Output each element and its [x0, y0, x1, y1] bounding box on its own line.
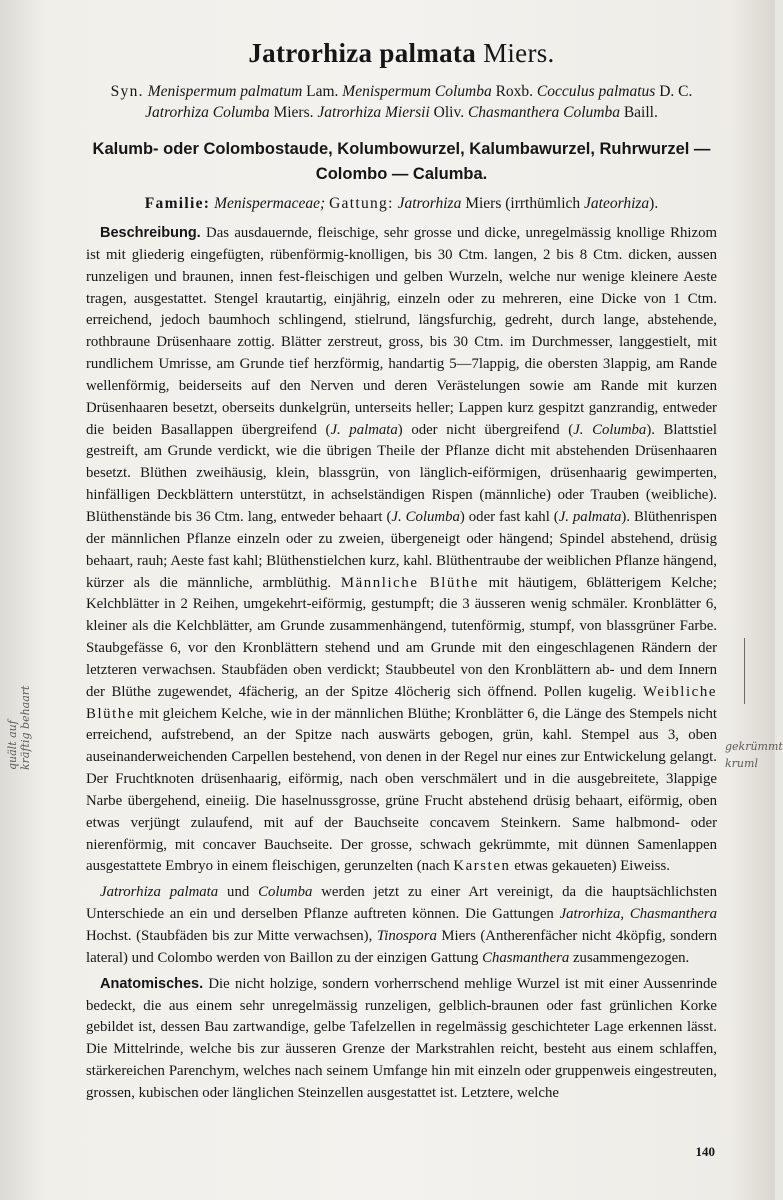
page-number: 140 — [695, 1144, 715, 1159]
handwritten-margin-note-left: quält auf kräftig behaart — [6, 685, 32, 770]
page-title — [86, 38, 717, 69]
title-species: Jatrorhiza palmata — [248, 38, 476, 68]
taxonomy-paragraph: Jatrorhiza palmata und Columba werden jetzt zu einer Art vereinigt, da die hauptsächlichsten Unterschiede an ein und derselben Pflanze auftreten können. Die Gattungen Jatrorhiza, Chasmanthera Hochst. (Staubfäden bis zur Mitte verwachsen), Tinospora Miers (Antherenfächer nicht 4köpfig, sondern lateral) und Colombo werden von Baillon zu der einzigen Gattung Chasmanthera zusammengezogen. — [86, 884, 718, 966]
common-names: Kalumb- oder Colombostaude, Kolumbowurzel, Kalumbawurzel, Ruhrwurzel — Colombo — Calumba. — [92, 140, 711, 183]
family-line: Familie: Menispermaceae; Gattung: Jatrorhiza Miers (irrthümlich Jateorhiza). — [144, 195, 659, 212]
handwritten-margin-note-right: gekrümmt kruml — [725, 740, 783, 770]
section-heading: Anatomisches. — [100, 975, 204, 992]
margin-mark — [744, 638, 745, 704]
synonyms: Syn. Menispermum palmatum Lam. Menispermum Columba Roxb. Cocculus palmatus D. C. Jatrorhiza Columba Miers. Jatrorhiza Miersii Oliv. Chasmanthera Columba Baill. — [110, 83, 693, 121]
section-heading: Beschreibung. — [100, 225, 201, 241]
description-paragraph: Beschreibung. Das ausdauernde, fleischige, sehr grosse und dicke, unregelmässig knollige Rhizom ist mit gliederig eingefügten, rübenförmig-knolligen, bis 30 Ctm. langen, 2 bis 8 Ctm. dicken, aussen runzeligen und braunen, innen fest-fleischigen und gelben Wurzeln, welche nur wenige kleinere Aeste tragen, ausgestattet. Stengel krautartig, einjährig, einzeln oder zu mehreren, eine Dicke von 1 Ctm. erreichend, jedoch baumhoch schlingend, stielrund, längsfurchig, gedreht, durch lange, abstehende, rothbraune Drüsenhaare zottig. Blätter zerstreut, gross, bis 30 Ctm. im Durchmesser, langgestielt, mit rundlichem Umrisse, am Grunde tief herzförmig, handartig 5—7lappig, die obersten 3lappig, am Rande wellenförmig, beiderseits auf den Nerven und deren Verästelungen sowie am Rande mit kurzen Drüsenhaaren besetzt, oberseits dunkelgrün, unterseits heller; Lappen kurz gespitzt ganzrandig, entweder die beiden Basallappen übergreifend (J. palmata) oder nicht übergreifend (J. Columba). Blattstiel gestreift, am Grunde verdickt, wie die übrigen Theile der Pflanze dicht mit abstehenden Drüsenhaaren besetzt. Blüthen zweihäusig, klein, blassgrün, von länglich-eiförmigen, drüsenhaarig gewimperten, hinfälligen Deckblättern unterstützt, in achselständigen Rispen (männliche) oder Trauben (weibliche). Blüthenstände bis 36 Ctm. lang, entweder behaart (J. Columba) oder fast kahl (J. palmata). Blüthenrispen der männlichen Pflanze einzeln oder zu zweien, übergeneigt oder hängend; Spindel abstehend, drüsig behaart, rauh; Aeste fast kahl; Blüthenstielchen kurz, kahl. Blüthentraube der weiblichen Pflanze hängend, kürzer als die männliche, armblüthig. Männliche Blüthe mit häutigem, 6blätterigem Kelche; Kelchblätter in 2 Reihen, umgekehrt-eiförmig, gestumpft; die 3 äusseren wenig schmäler. Kronblätter 6, kleiner als die Kelchblätter, am Grunde zusammenhängend, tutenförmig, stumpf, von blassgrüner Farbe. Staubgefässe 6, vor den Kronblättern stehend und am Grunde mit den eingeschlagenen Rändern der letzteren verwachsen. Staubfäden oben verdickt; Staubbeutel von den Kronblättern ab- und dem Innern der Blüthe zugewendet, 4fächerig, an der Spitze 4löcherig sich öffnend. Pollen kugelig. Weibliche Blüthe mit gleichem Kelche, wie in der männlichen Blüthe; Kronblätter 6, die Länge des Stempels nicht erreichend, aufstrebend, an der Spitze nach auswärts gebogen, grün, kahl. Stempel aus 3, oben auseinanderweichenden Carpellen bestehend, von denen in der Regel nur eines zur Entwickelung gelangt. Der Fruchtknoten drüsenhaarig, eiförmig, nach oben verschmälert und in die ausgebreitete, 3lappige Narbe übergehend, eineiig. Die haselnussgrosse, grüne Frucht abstehend drüsig behaart, eiförmig, oben etwas verjüngt zulaufend, mit auf der Bauchseite concavem Steinkern. Same halbmond- oder nierenförmig, mit concaver Bauchseite. Der grosse, schwach gekrümmte, mit dünnen Samenlappen ausgestattete Embryo in einem fleischigen, gerunzelten (nach Karsten etwas gekaueten) Eiweiss. — [86, 225, 717, 875]
anatomy-paragraph: Anatomisches. Die nicht holzige, sondern vorherrschend mehlige Wurzel ist mit einer Aussenrinde bedeckt, die aus einem sehr unregelmässig runzeligen, gelblich-braunen oder fast grünlichen Korke gebildet ist, dessen Bau zartwandige, gelbe Tafelzellen in regelmässig geschichteter Lage erkennen lässt. Die Mittelrinde, welche bis zur äusseren Grenze der Markstrahlen reicht, besteht aus einem schlaffen, stärkereichen Parenchym, welches nach seinem Umfange hin mit einzeln oder gruppenweis eingestreuten, grossen, kubischen oder länglichen Steinzellen ausgestattet ist. Letztere, welche — [86, 975, 717, 1101]
title-author: Miers. — [483, 38, 555, 68]
